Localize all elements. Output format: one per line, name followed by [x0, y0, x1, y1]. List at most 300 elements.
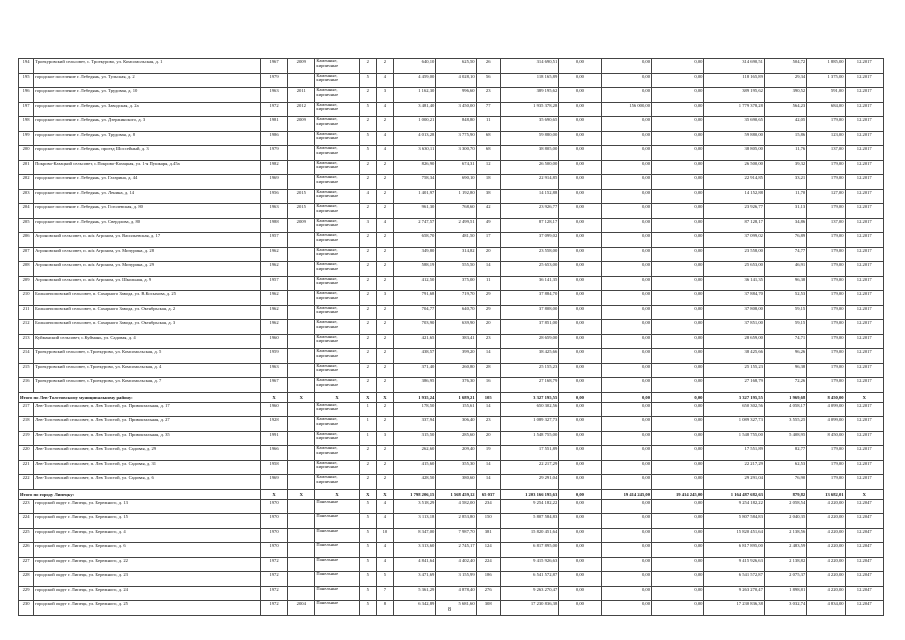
- cell-y2: [288, 291, 315, 306]
- cell-y1: 1958: [260, 460, 287, 475]
- cell-mat: Каменные, кирпичные: [315, 417, 359, 432]
- cell-addr: Агроновский сельсовет, п. ж/к Агроном, ул. Мичурина, д. 28: [34, 247, 261, 262]
- cell-yr: 12.2017: [845, 475, 883, 490]
- cell-s2: 0,00: [559, 59, 601, 74]
- cell-s5: 26 500,00: [704, 160, 764, 175]
- cell-yr: 12.2047: [845, 557, 883, 572]
- cell-addr: городское поселение г. Лебедянь, ул. Гоголевская, д. 80: [34, 204, 261, 219]
- cell-a1: 371,40: [393, 363, 435, 378]
- cell-n: 220: [19, 446, 34, 461]
- cell-s4: 0,00: [652, 601, 704, 616]
- total-cell-x1: X: [260, 392, 287, 402]
- cell-s1: 37 884,70: [500, 291, 558, 306]
- cell-yr: 12.2047: [845, 586, 883, 601]
- cell-s5: 9 415 926,63: [704, 557, 764, 572]
- cell-en: 2: [376, 475, 393, 490]
- cell-addr: городское поселение г. Лебедянь, ул. Свердлова, д. 80: [34, 218, 261, 233]
- cell-s1: 29 291,04: [500, 475, 558, 490]
- cell-yr: 12.2017: [845, 233, 883, 248]
- cell-en: 2: [376, 276, 393, 291]
- cell-s2: 0,00: [559, 117, 601, 132]
- cell-s6: 74,77: [764, 247, 806, 262]
- cell-y1: 1991: [260, 431, 287, 446]
- cell-s5: 1 779 378,28: [704, 102, 764, 117]
- cell-yr: 12.2047: [845, 528, 883, 543]
- cell-mat: Каменные, кирпичные: [315, 378, 359, 393]
- cell-s5: 389 195,62: [704, 88, 764, 103]
- cell-en: 2: [376, 262, 393, 277]
- cell-res: 308: [476, 601, 500, 616]
- cell-yr: 12.2017: [845, 320, 883, 335]
- cell-y1: 1957: [260, 276, 287, 291]
- cell-s6: 29,34: [764, 73, 806, 88]
- cell-s3: 0,00: [601, 73, 651, 88]
- cell-a2: 399,20: [436, 349, 476, 364]
- cell-s7: 127,00: [807, 189, 845, 204]
- cell-n: 200: [19, 146, 34, 161]
- cell-addr: городской округ г. Липецк, ул. Бережного, д. 25: [34, 601, 261, 616]
- cell-n: 217: [19, 402, 34, 417]
- cell-fl: 2: [359, 204, 376, 219]
- cell-y1: 1969: [260, 175, 287, 190]
- cell-a1: 3 518,29: [393, 499, 435, 514]
- cell-n: 227: [19, 557, 34, 572]
- table-row: [19, 557, 884, 572]
- cell-a1: 262,60: [393, 446, 435, 461]
- cell-s3: 0,00: [601, 402, 651, 417]
- cell-s7: 179,00: [807, 320, 845, 335]
- cell-s6: 72,26: [764, 378, 806, 393]
- cell-s5: 118 165,89: [704, 73, 764, 88]
- cell-s4: 0,00: [652, 586, 704, 601]
- cell-a1: 640,10: [393, 59, 435, 74]
- cell-s5: 22 914,85: [704, 175, 764, 190]
- cell-n: 229: [19, 586, 34, 601]
- cell-mat: Каменные, кирпичные: [315, 276, 359, 291]
- cell-fl: 1: [359, 431, 376, 446]
- cell-en: 2: [376, 175, 393, 190]
- cell-s5: 17 230 836,38: [704, 601, 764, 616]
- cell-y2: 2004: [288, 601, 315, 616]
- cell-en: 2: [376, 349, 393, 364]
- cell-a2: 848,80: [436, 117, 476, 132]
- cell-s3: 0,00: [601, 334, 651, 349]
- cell-mat: Панельные: [315, 557, 359, 572]
- cell-s3: 0,00: [601, 378, 651, 393]
- cell-mat: Каменные, кирпичные: [315, 218, 359, 233]
- cell-s2: 0,00: [559, 446, 601, 461]
- cell-s3: 0,00: [601, 88, 651, 103]
- cell-a1: 791,68: [393, 291, 435, 306]
- cell-res: 17: [476, 233, 500, 248]
- cell-n: 210: [19, 291, 34, 306]
- cell-s2: 0,00: [559, 417, 601, 432]
- cell-y1: 1970: [260, 528, 287, 543]
- cell-s7: 179,00: [807, 291, 845, 306]
- cell-fl: 5: [359, 543, 376, 558]
- cell-s1: 27 168,79: [500, 378, 558, 393]
- cell-s1: 118 165,89: [500, 73, 558, 88]
- cell-y1: 1970: [260, 514, 287, 529]
- cell-res: 11: [476, 117, 500, 132]
- cell-addr: городской округ г. Липецк, ул. Бережного, д. 13: [34, 499, 261, 514]
- cell-mat: Каменные, кирпичные: [315, 475, 359, 490]
- cell-s4: 0,00: [652, 417, 704, 432]
- cell-yr: 12.2047: [845, 601, 883, 616]
- cell-y2: [288, 514, 315, 529]
- total-cell-s3: 19 414 245,00: [601, 489, 651, 499]
- table-row: [19, 460, 884, 475]
- cell-y2: [288, 320, 315, 335]
- cell-mat: Каменные, кирпичные: [315, 102, 359, 117]
- cell-n: 214: [19, 349, 34, 364]
- cell-s6: 2 058,54: [764, 499, 806, 514]
- total-row: [19, 489, 884, 499]
- cell-s5: 1 089 327,73: [704, 417, 764, 432]
- cell-y1: 1960: [260, 402, 287, 417]
- cell-mat: Каменные, кирпичные: [315, 175, 359, 190]
- cell-y1: 1967: [260, 59, 287, 74]
- cell-s1: 9 415 926,63: [500, 557, 558, 572]
- cell-s5: 29 291,04: [704, 475, 764, 490]
- cell-s5: 38 805,00: [704, 146, 764, 161]
- table-row: [19, 218, 884, 233]
- cell-y2: [288, 262, 315, 277]
- cell-yr: 12.2017: [845, 334, 883, 349]
- cell-y2: [288, 499, 315, 514]
- cell-yr: 12.2017: [845, 247, 883, 262]
- cell-res: 42: [476, 204, 500, 219]
- cell-s2: 0,00: [559, 557, 601, 572]
- cell-yr: 12.2017: [845, 59, 883, 74]
- cell-a2: 555,50: [436, 262, 476, 277]
- cell-s1: 14 152,88: [500, 189, 558, 204]
- cell-fl: 2: [359, 446, 376, 461]
- cell-s2: 0,00: [559, 402, 601, 417]
- total-cell-x5: X: [376, 489, 393, 499]
- cell-a2: 260,80: [436, 363, 476, 378]
- cell-n: 226: [19, 543, 34, 558]
- cell-s3: 0,00: [601, 543, 651, 558]
- cell-s1: 37 851,00: [500, 320, 558, 335]
- cell-a2: 768,60: [436, 204, 476, 219]
- table-row: [19, 334, 884, 349]
- cell-s4: 0,00: [652, 431, 704, 446]
- cell-a1: 758,34: [393, 175, 435, 190]
- table-row: [19, 276, 884, 291]
- total-cell-res: 65 037: [476, 489, 500, 499]
- cell-y2: [288, 431, 315, 446]
- cell-s2: 0,00: [559, 334, 601, 349]
- cell-y1: 1972: [260, 102, 287, 117]
- cell-s2: 0,00: [559, 218, 601, 233]
- cell-mat: Каменные, кирпичные: [315, 460, 359, 475]
- cell-s7: 4 834,00: [807, 601, 845, 616]
- cell-s3: 0,00: [601, 320, 651, 335]
- total-cell-a1: 1 798 206,15: [393, 489, 435, 499]
- table-row: [19, 528, 884, 543]
- cell-res: 23: [476, 417, 500, 432]
- cell-s3: 0,00: [601, 572, 651, 587]
- cell-s2: 0,00: [559, 189, 601, 204]
- cell-y1: 1962: [260, 320, 287, 335]
- cell-mat: Каменные, кирпичные: [315, 204, 359, 219]
- cell-res: 14: [476, 349, 500, 364]
- cell-res: 26: [476, 59, 500, 74]
- cell-addr: Лев-Толстовский сельсовет, п. Лев Толстой, ул. Привокзальная, д. 27: [34, 417, 261, 432]
- cell-s3: 0,00: [601, 446, 651, 461]
- total-cell-x3: X: [315, 489, 359, 499]
- cell-y1: 1972: [260, 586, 287, 601]
- cell-s3: 0,00: [601, 146, 651, 161]
- cell-s4: 0,00: [652, 334, 704, 349]
- cell-fl: 5: [359, 557, 376, 572]
- cell-en: 7: [376, 586, 393, 601]
- cell-res: 68: [476, 146, 500, 161]
- cell-s2: 0,00: [559, 233, 601, 248]
- cell-s2: 0,00: [559, 363, 601, 378]
- cell-s5: 38 425,66: [704, 349, 764, 364]
- cell-n: 228: [19, 572, 34, 587]
- cell-y1: 1962: [260, 247, 287, 262]
- cell-s5: 37 099,02: [704, 233, 764, 248]
- cell-y2: 2015: [288, 189, 315, 204]
- cell-s7: 4 220,00: [807, 499, 845, 514]
- cell-s1: 6 541 572,87: [500, 572, 558, 587]
- cell-addr: Лев-Толстовский сельсовет, п. Лев Толстой, ул. Садовая, д. 29: [34, 446, 261, 461]
- cell-n: 203: [19, 189, 34, 204]
- cell-s2: 0,00: [559, 349, 601, 364]
- cell-y2: [288, 146, 315, 161]
- cell-fl: 2: [359, 276, 376, 291]
- cell-s5: 22 217,29: [704, 460, 764, 475]
- cell-y1: 1972: [260, 601, 287, 616]
- cell-n: 206: [19, 233, 34, 248]
- cell-fl: 2: [359, 305, 376, 320]
- cell-s7: 684,00: [807, 102, 845, 117]
- cell-addr: Троекуровский сельсовет, с.Троекурово, ул. Комсомольская, д. 5: [34, 349, 261, 364]
- cell-y1: 1967: [260, 378, 287, 393]
- cell-addr: городской округ г. Липецк, ул. Бережного, д. 22: [34, 557, 261, 572]
- cell-s5: 650 302,56: [704, 402, 764, 417]
- cell-s6: 96,38: [764, 276, 806, 291]
- table-row: [19, 349, 884, 364]
- cell-a2: 481,50: [436, 233, 476, 248]
- cell-y2: [288, 160, 315, 175]
- cell-a1: 421,65: [393, 334, 435, 349]
- cell-en: 2: [376, 402, 393, 417]
- cell-s4: 0,00: [652, 514, 704, 529]
- cell-s7: 179,00: [807, 233, 845, 248]
- cell-n: 209: [19, 276, 34, 291]
- cell-n: 207: [19, 247, 34, 262]
- table-row: [19, 363, 884, 378]
- table-row: [19, 204, 884, 219]
- cell-y1: 1960: [260, 334, 287, 349]
- cell-addr: Троекуровский сельсовет, с.Троекурово, ул. Комсомольская, д. 4: [34, 363, 261, 378]
- cell-s6: 3 032,74: [764, 601, 806, 616]
- cell-s7: 4 220,00: [807, 543, 845, 558]
- cell-mat: Каменные, кирпичные: [315, 291, 359, 306]
- cell-n: 222: [19, 475, 34, 490]
- cell-res: 29: [476, 291, 500, 306]
- total-cell-x2: X: [288, 392, 315, 402]
- cell-y2: 2009: [288, 59, 315, 74]
- cell-s6: 2 075,37: [764, 572, 806, 587]
- cell-y1: 1972: [260, 557, 287, 572]
- cell-s6: 96,38: [764, 363, 806, 378]
- cell-a2: 4 028,10: [436, 73, 476, 88]
- cell-mat: Панельные: [315, 543, 359, 558]
- cell-fl: 2: [359, 460, 376, 475]
- cell-s3: 0,00: [601, 291, 651, 306]
- cell-fl: 5: [359, 601, 376, 616]
- cell-addr: Покрово-Казацкий сельсовет, с.Покрово-Казацкая, ул. 1-я Пушкаря, д.45а: [34, 160, 261, 175]
- cell-a2: 375,00: [436, 276, 476, 291]
- cell-s4: 0,00: [652, 233, 704, 248]
- cell-addr: Большепоповский сельсовет, п. Сахарного Завода, ул. Октябрьская, д. 3: [34, 320, 261, 335]
- cell-s2: 0,00: [559, 102, 601, 117]
- cell-mat: Каменные, кирпичные: [315, 349, 359, 364]
- cell-y2: [288, 528, 315, 543]
- cell-a2: 4 402,40: [436, 557, 476, 572]
- cell-y2: [288, 175, 315, 190]
- cell-s6: 39,32: [764, 160, 806, 175]
- cell-s3: 0,00: [601, 218, 651, 233]
- cell-en: 2: [376, 460, 393, 475]
- cell-a1: 961,30: [393, 204, 435, 219]
- cell-a1: 6 342,89: [393, 601, 435, 616]
- cell-a1: 1 000,21: [393, 117, 435, 132]
- cell-a1: 1 162,30: [393, 88, 435, 103]
- cell-en: 4: [376, 543, 393, 558]
- cell-s1: 9 263 270,47: [500, 586, 558, 601]
- total-cell-s6: 879,82: [764, 489, 806, 499]
- cell-a1: 3 630,11: [393, 146, 435, 161]
- cell-s1: 25 653,00: [500, 262, 558, 277]
- cell-s5: 23 926,77: [704, 204, 764, 219]
- cell-s6: 2 138,56: [764, 528, 806, 543]
- cell-mat: Каменные, кирпичные: [315, 363, 359, 378]
- cell-s5: 9 263 270,47: [704, 586, 764, 601]
- cell-s4: 0,00: [652, 131, 704, 146]
- cell-res: 124: [476, 543, 500, 558]
- cell-s2: 0,00: [559, 88, 601, 103]
- cell-s3: 0,00: [601, 349, 651, 364]
- cell-s6: 2 138,82: [764, 557, 806, 572]
- cell-fl: 2: [359, 291, 376, 306]
- cell-s5: 37 851,00: [704, 320, 764, 335]
- cell-y1: 1957: [260, 233, 287, 248]
- cell-en: 2: [376, 320, 393, 335]
- cell-y1: 1962: [260, 262, 287, 277]
- cell-y2: [288, 247, 315, 262]
- cell-en: 2: [376, 334, 393, 349]
- cell-addr: городской округ г. Липецк, ул. Бережного, д. 23: [34, 572, 261, 587]
- table-row: [19, 88, 884, 103]
- cell-s6: 59,15: [764, 320, 806, 335]
- cell-yr: 12.2017: [845, 146, 883, 161]
- cell-addr: Большепоповский сельсовет, п. Сахарного Завода, ул. В.Косыхова, д. 25: [34, 291, 261, 306]
- cell-s7: 179,00: [807, 378, 845, 393]
- cell-s1: 38 805,00: [500, 146, 558, 161]
- cell-s6: 82,77: [764, 446, 806, 461]
- cell-res: 29: [476, 305, 500, 320]
- cell-res: 186: [476, 572, 500, 587]
- cell-y1: 1969: [260, 475, 287, 490]
- cell-s7: 4 220,00: [807, 557, 845, 572]
- cell-s7: 4 220,00: [807, 514, 845, 529]
- cell-s4: 0,00: [652, 73, 704, 88]
- table-row: [19, 305, 884, 320]
- table-row: [19, 73, 884, 88]
- cell-a1: 658,70: [393, 233, 435, 248]
- cell-s5: 6 541 572,87: [704, 572, 764, 587]
- cell-n: 223: [19, 499, 34, 514]
- cell-fl: 5: [359, 102, 376, 117]
- cell-en: 4: [376, 102, 393, 117]
- cell-y1: 1963: [260, 88, 287, 103]
- cell-s4: 0,00: [652, 499, 704, 514]
- cell-yr: 12.2047: [845, 499, 883, 514]
- cell-s7: 179,00: [807, 334, 845, 349]
- cell-y2: [288, 475, 315, 490]
- total-cell-a2: 1 689,21: [436, 392, 476, 402]
- cell-s6: 5 408,95: [764, 431, 806, 446]
- cell-s3: 156 000,00: [601, 102, 651, 117]
- cell-y2: 2009: [288, 218, 315, 233]
- total-cell-x2: X: [288, 489, 315, 499]
- cell-a1: 428,50: [393, 475, 435, 490]
- cell-s1: 59 880,00: [500, 131, 558, 146]
- cell-s2: 0,00: [559, 160, 601, 175]
- cell-yr: 12.2047: [845, 572, 883, 587]
- cell-s3: 0,00: [601, 514, 651, 529]
- cell-s4: 0,00: [652, 247, 704, 262]
- cell-a2: 3 450,00: [436, 102, 476, 117]
- cell-s5: 35 690,65: [704, 117, 764, 132]
- cell-s4: 0,00: [652, 363, 704, 378]
- table-row: [19, 601, 884, 616]
- cell-s2: 0,00: [559, 73, 601, 88]
- table-row: [19, 146, 884, 161]
- cell-s5: 28 659,00: [704, 334, 764, 349]
- cell-en: 4: [376, 499, 393, 514]
- cell-fl: 2: [359, 160, 376, 175]
- cell-s6: 3 555,25: [764, 417, 806, 432]
- table-row: [19, 131, 884, 146]
- cell-s4: 0,00: [652, 88, 704, 103]
- total-cell-yr: X: [845, 392, 883, 402]
- cell-yr: 12.2017: [845, 460, 883, 475]
- cell-s2: 0,00: [559, 514, 601, 529]
- cell-res: 150: [476, 514, 500, 529]
- cell-a2: 996,60: [436, 88, 476, 103]
- cell-s3: 0,00: [601, 586, 651, 601]
- cell-s6: 46,91: [764, 262, 806, 277]
- cell-s2: 0,00: [559, 528, 601, 543]
- cell-n: 212: [19, 320, 34, 335]
- table-row: [19, 402, 884, 417]
- cell-s4: 0,00: [652, 117, 704, 132]
- cell-a2: 155,61: [436, 402, 476, 417]
- cell-mat: Каменные, кирпичные: [315, 117, 359, 132]
- table-row: [19, 446, 884, 461]
- cell-a2: 3 300,70: [436, 146, 476, 161]
- cell-s5: 6 817 895,00: [704, 543, 764, 558]
- cell-a2: 690,10: [436, 175, 476, 190]
- cell-addr: городское поселение г. Лебедянь, ул. Тульская, д. 2: [34, 73, 261, 88]
